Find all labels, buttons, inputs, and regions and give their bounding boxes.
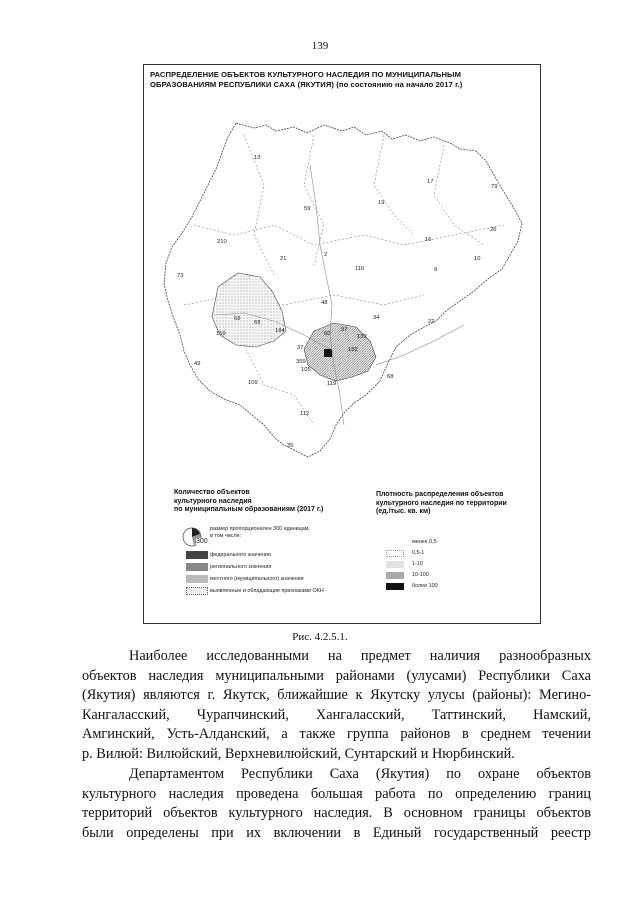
map-label: 2	[324, 252, 328, 258]
density-legend-title	[376, 491, 536, 517]
size-note-line-1: размер пропорционален 300 единицам,	[210, 526, 310, 532]
legend-federal: федерального значения	[210, 552, 271, 558]
figure-title-line-1: РАСПРЕДЕЛЕНИЕ ОБЪЕКТОВ КУЛЬТУРНОГО НАСЛЕДИЯ ПО МУНИЦИПАЛЬНЫМ	[150, 70, 462, 79]
map-label: 116	[355, 266, 365, 272]
map-label: 359	[296, 359, 306, 365]
density-legend	[376, 491, 536, 621]
map-label: 48	[321, 300, 328, 306]
paragraph-2	[82, 765, 591, 843]
map-label: 22	[428, 319, 435, 325]
yakutsk-city	[324, 349, 332, 357]
paragraph-line: р. Вилюй: Вилюйский, Верхневилюйский, Сунтарский и Нюрбинский.	[82, 745, 515, 762]
map-label: 79	[491, 184, 498, 190]
density-label-5: более 100	[412, 583, 438, 589]
density-legend-title-line-1: Плотность распределения объектов	[376, 491, 504, 498]
federal-swatch	[186, 551, 208, 559]
map-label: 17	[427, 179, 434, 185]
paragraph-line: территорий объектов культурного наследия. В основном границы объектов	[82, 805, 591, 822]
map-label: 182	[348, 347, 358, 353]
map-label: 119	[327, 381, 337, 387]
map-label: 109	[248, 380, 258, 386]
map-label: 112	[300, 411, 310, 417]
count-legend-title-line-3: по муниципальным образованиям (2017 г.)	[174, 506, 324, 513]
map-label: 73	[177, 273, 184, 279]
density-label-1: менее 0,5	[412, 539, 437, 545]
identified-swatch	[186, 587, 208, 595]
paragraph-line: Наиболее исследованными на предмет наличия разнообразных	[129, 648, 591, 664]
map-label: 69	[254, 320, 261, 326]
density-swatch-5	[386, 583, 404, 590]
map-label: 132	[357, 334, 367, 340]
map-label: 60	[324, 331, 331, 337]
density-swatch-1	[386, 539, 404, 546]
paragraph-line: были определены при их включении в Единый государственный реестр	[82, 824, 591, 841]
paragraph-line: (Якутия) являются г. Якутск, ближайшие к Якутску улусы (районы): Мегино-	[82, 687, 591, 704]
map-label: 21	[280, 256, 287, 262]
map-label: 184	[275, 328, 285, 334]
density-swatch-4	[386, 572, 404, 579]
map-label: 26	[490, 227, 497, 233]
paragraph-1	[82, 647, 591, 765]
density-legend-title-line-2: культурного наследия по территории	[376, 499, 507, 507]
map-label: 68	[387, 374, 394, 380]
count-legend-title	[174, 489, 354, 515]
proportional-circle-icon	[180, 525, 204, 549]
map-label: 9	[434, 267, 438, 273]
map-label: 68	[234, 316, 241, 322]
map-label: 34	[373, 315, 380, 321]
density-swatch-2	[386, 550, 404, 557]
count-legend-title-line-1: Количество объектов	[174, 489, 250, 496]
density-legend-title-line-3: (ед./тыс. кв. км)	[376, 508, 431, 515]
map-label: 35	[287, 443, 294, 449]
density-label-3: 1-10	[412, 561, 423, 567]
density-swatch-3	[386, 561, 404, 568]
legend-identified: выявленные и обладающие признаками ОКН	[210, 588, 324, 594]
paragraph-line: Департаментом Республики Саха (Якутия) по охране объектов	[129, 766, 591, 782]
map-figure	[143, 64, 541, 624]
paragraph-line: объектов наследия муниципальными районами (улусами) Республики Саха	[82, 667, 591, 684]
map-label: 19	[378, 200, 385, 206]
figure-title-line-2: ОБРАЗОВАНИЯМ РЕСПУБЛИКИ САХА (ЯКУТИЯ) (по состоянию на начало 2017 г.)	[150, 79, 463, 89]
count-legend-title-line-2: культурного наследия	[174, 497, 252, 505]
map-label: 16	[425, 237, 432, 243]
local-swatch	[186, 575, 208, 583]
page-number: 139	[311, 40, 329, 52]
map-label: 37	[297, 345, 304, 351]
regional-swatch	[186, 563, 208, 571]
paragraph-line: Кангаласский, Чурапчинский, Хангаласский, Таттинский, Намский,	[82, 706, 591, 723]
legend-local: местного (муниципального) значения	[210, 576, 304, 582]
map-label: 97	[341, 327, 348, 333]
example-value: 300	[196, 538, 208, 545]
paragraph-line: культурного наследия проведена большая работа по определению границ	[82, 785, 591, 802]
map-label: 10	[474, 256, 481, 262]
map-label: 59	[304, 206, 311, 212]
figure-caption: Рис. 4.2.5.1.	[292, 631, 348, 643]
size-note-line-2: в том числе:	[210, 533, 242, 539]
map-label: 210	[217, 239, 227, 245]
legend-regional: регионального значения	[210, 564, 272, 570]
map-label: 13	[254, 155, 261, 161]
map-label: 159	[216, 331, 226, 337]
map-label: 49	[194, 361, 201, 367]
count-legend	[174, 489, 354, 619]
density-label-4: 10-100	[412, 572, 429, 578]
map-label: 105	[301, 367, 311, 373]
density-label-2: 0,5-1	[412, 550, 425, 556]
paragraph-line: Амгинский, Усть-Алданский, а также группа районов в среднем течении	[82, 726, 591, 743]
